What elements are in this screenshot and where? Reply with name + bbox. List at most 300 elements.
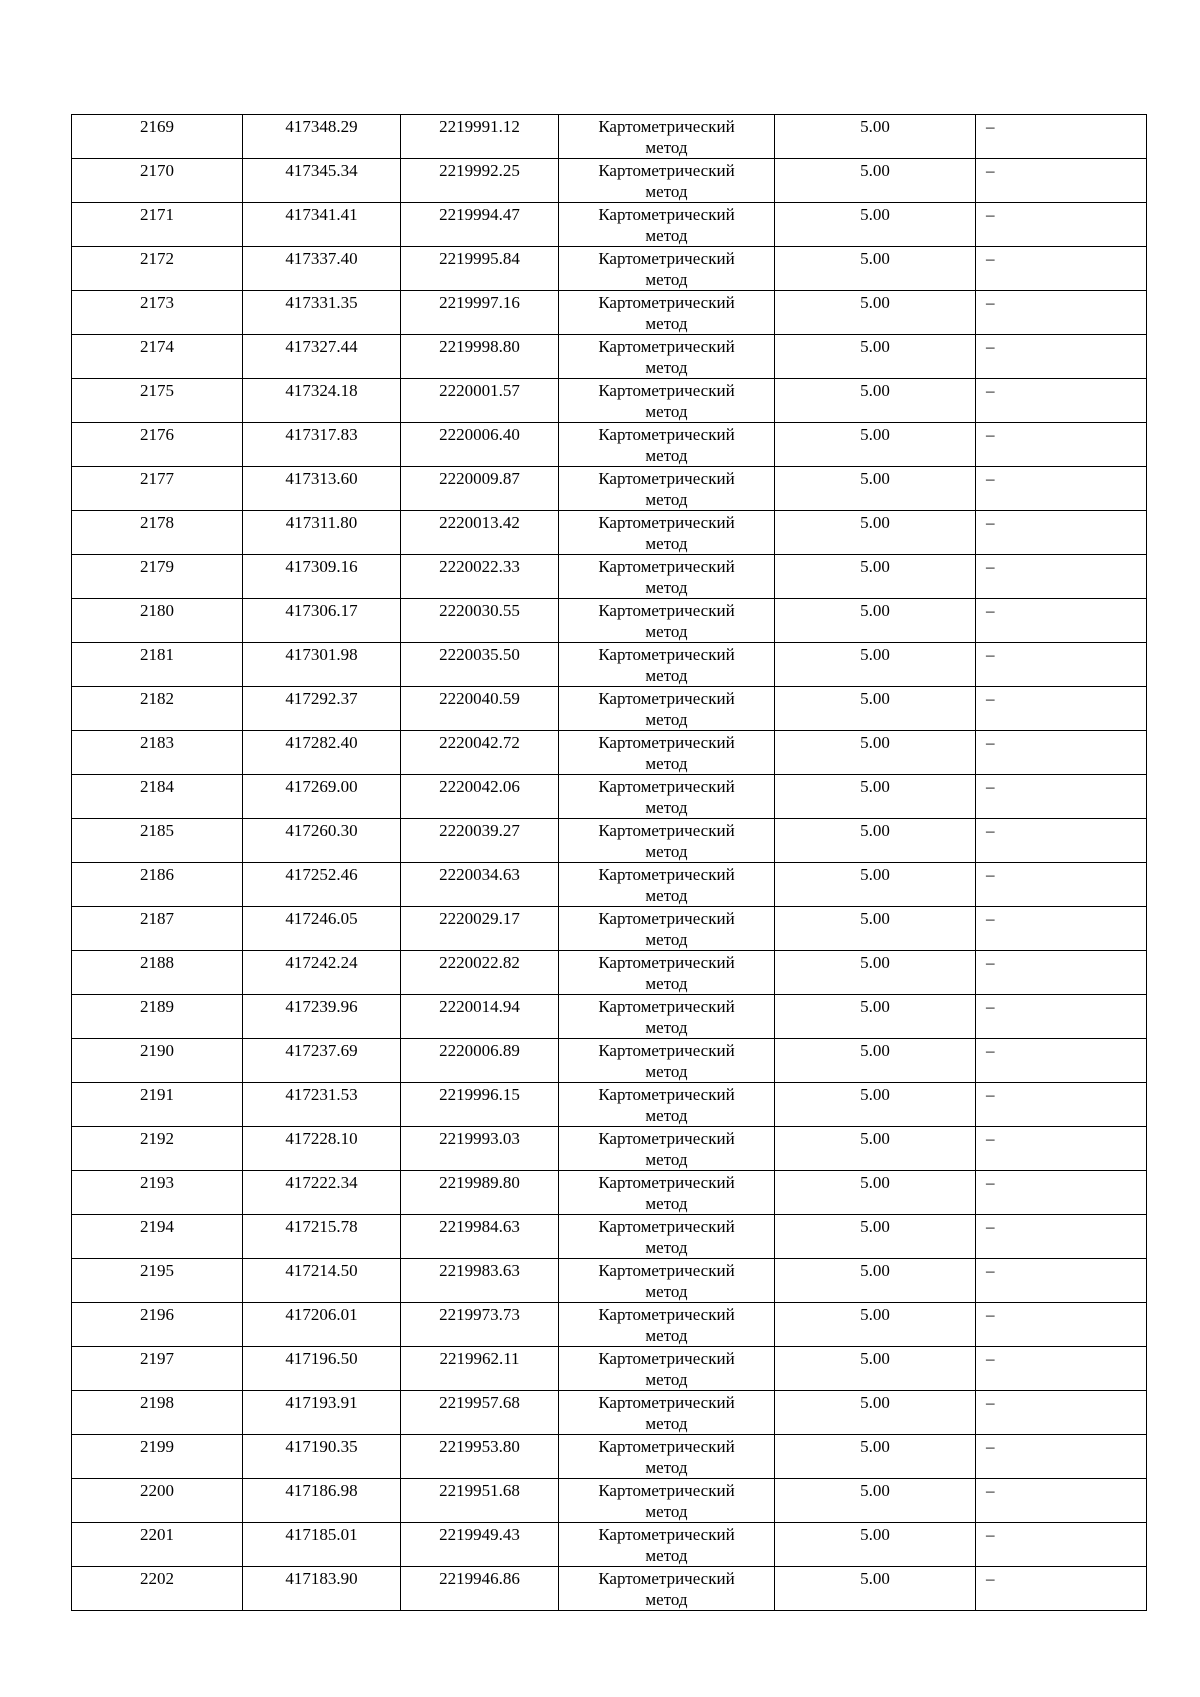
accuracy-cell: 5.00	[775, 1127, 976, 1171]
x-coordinate-cell: 417306.17	[243, 599, 401, 643]
y-coordinate-cell: 2219995.84	[401, 247, 559, 291]
note-cell: –	[976, 1259, 1147, 1303]
y-coordinate-cell: 2219992.25	[401, 159, 559, 203]
method-cell	[559, 1215, 775, 1259]
table-row	[72, 1435, 1147, 1479]
y-coordinate-cell: 2219983.63	[401, 1259, 559, 1303]
note-cell: –	[976, 115, 1147, 159]
accuracy-cell: 5.00	[775, 775, 976, 819]
table-row	[72, 1347, 1147, 1391]
note-cell: –	[976, 467, 1147, 511]
note-cell: –	[976, 511, 1147, 555]
method-cell	[559, 643, 775, 687]
note-cell: –	[976, 1391, 1147, 1435]
accuracy-cell: 5.00	[775, 731, 976, 775]
x-coordinate-cell: 417341.41	[243, 203, 401, 247]
method-text: Картометрический	[598, 1129, 735, 1148]
method-cell	[559, 599, 775, 643]
x-coordinate-cell: 417186.98	[243, 1479, 401, 1523]
method-text-continued: метод	[645, 1062, 688, 1081]
accuracy-cell: 5.00	[775, 643, 976, 687]
table-row	[72, 819, 1147, 863]
y-coordinate-cell: 2219989.80	[401, 1171, 559, 1215]
note-cell: –	[976, 775, 1147, 819]
x-coordinate-cell: 417193.91	[243, 1391, 401, 1435]
method-cell	[559, 159, 775, 203]
x-coordinate-cell: 417311.80	[243, 511, 401, 555]
y-coordinate-cell: 2219991.12	[401, 115, 559, 159]
x-coordinate-cell: 417222.34	[243, 1171, 401, 1215]
point-number-cell: 2174	[72, 335, 243, 379]
method-text-continued: метод	[645, 1590, 688, 1609]
method-cell	[559, 995, 775, 1039]
note-cell: –	[976, 1171, 1147, 1215]
method-text-continued: метод	[645, 534, 688, 553]
y-coordinate-cell: 2220022.82	[401, 951, 559, 995]
point-number-cell: 2200	[72, 1479, 243, 1523]
table-row	[72, 863, 1147, 907]
method-text: Картометрический	[598, 469, 735, 488]
method-cell	[559, 1171, 775, 1215]
note-cell: –	[976, 1435, 1147, 1479]
accuracy-cell: 5.00	[775, 1391, 976, 1435]
note-cell: –	[976, 379, 1147, 423]
note-cell: –	[976, 819, 1147, 863]
method-text: Картометрический	[598, 645, 735, 664]
method-cell	[559, 775, 775, 819]
x-coordinate-cell: 417331.35	[243, 291, 401, 335]
method-cell	[559, 1127, 775, 1171]
table-row	[72, 1259, 1147, 1303]
method-text-continued: метод	[645, 1018, 688, 1037]
point-number-cell: 2189	[72, 995, 243, 1039]
method-text-continued: метод	[645, 1326, 688, 1345]
table-row	[72, 1127, 1147, 1171]
method-cell	[559, 1039, 775, 1083]
method-cell	[559, 1347, 775, 1391]
accuracy-cell: 5.00	[775, 599, 976, 643]
point-number-cell: 2181	[72, 643, 243, 687]
point-number-cell: 2169	[72, 115, 243, 159]
y-coordinate-cell: 2219998.80	[401, 335, 559, 379]
accuracy-cell: 5.00	[775, 1347, 976, 1391]
table-row	[72, 379, 1147, 423]
method-cell	[559, 379, 775, 423]
method-text: Картометрический	[598, 953, 735, 972]
accuracy-cell: 5.00	[775, 1171, 976, 1215]
method-text-continued: метод	[645, 402, 688, 421]
method-cell	[559, 951, 775, 995]
note-cell: –	[976, 1523, 1147, 1567]
note-cell: –	[976, 555, 1147, 599]
method-text-continued: метод	[645, 1458, 688, 1477]
method-cell	[559, 1435, 775, 1479]
y-coordinate-cell: 2220001.57	[401, 379, 559, 423]
x-coordinate-cell: 417301.98	[243, 643, 401, 687]
accuracy-cell: 5.00	[775, 159, 976, 203]
method-cell	[559, 115, 775, 159]
method-text: Картометрический	[598, 909, 735, 928]
method-text-continued: метод	[645, 446, 688, 465]
point-number-cell: 2194	[72, 1215, 243, 1259]
point-number-cell: 2180	[72, 599, 243, 643]
table-row	[72, 687, 1147, 731]
method-text: Картометрический	[598, 777, 735, 796]
note-cell: –	[976, 1347, 1147, 1391]
method-text-continued: метод	[645, 798, 688, 817]
note-cell: –	[976, 1215, 1147, 1259]
method-text: Картометрический	[598, 601, 735, 620]
method-text-continued: метод	[645, 1194, 688, 1213]
table-row	[72, 1083, 1147, 1127]
note-cell: –	[976, 907, 1147, 951]
point-number-cell: 2199	[72, 1435, 243, 1479]
table-row	[72, 775, 1147, 819]
note-cell: –	[976, 951, 1147, 995]
x-coordinate-cell: 417337.40	[243, 247, 401, 291]
method-cell	[559, 731, 775, 775]
y-coordinate-cell: 2220042.72	[401, 731, 559, 775]
method-text: Картометрический	[598, 1261, 735, 1280]
table-row	[72, 291, 1147, 335]
method-text: Картометрический	[598, 1393, 735, 1412]
accuracy-cell: 5.00	[775, 115, 976, 159]
x-coordinate-cell: 417345.34	[243, 159, 401, 203]
accuracy-cell: 5.00	[775, 1479, 976, 1523]
accuracy-cell: 5.00	[775, 423, 976, 467]
y-coordinate-cell: 2219949.43	[401, 1523, 559, 1567]
point-number-cell: 2170	[72, 159, 243, 203]
x-coordinate-cell: 417190.35	[243, 1435, 401, 1479]
method-text: Картометрический	[598, 1305, 735, 1324]
method-text: Картометрический	[598, 733, 735, 752]
method-text: Картометрический	[598, 425, 735, 444]
note-cell: –	[976, 423, 1147, 467]
accuracy-cell: 5.00	[775, 1523, 976, 1567]
x-coordinate-cell: 417196.50	[243, 1347, 401, 1391]
table-row	[72, 1479, 1147, 1523]
table-row	[72, 1303, 1147, 1347]
table-row	[72, 1523, 1147, 1567]
coordinates-table	[71, 114, 1147, 1611]
method-text-continued: метод	[645, 1546, 688, 1565]
x-coordinate-cell: 417282.40	[243, 731, 401, 775]
point-number-cell: 2188	[72, 951, 243, 995]
method-text-continued: метод	[645, 182, 688, 201]
table-row	[72, 203, 1147, 247]
note-cell: –	[976, 1039, 1147, 1083]
table-row	[72, 731, 1147, 775]
method-cell	[559, 687, 775, 731]
x-coordinate-cell: 417246.05	[243, 907, 401, 951]
x-coordinate-cell: 417214.50	[243, 1259, 401, 1303]
accuracy-cell: 5.00	[775, 1435, 976, 1479]
note-cell: –	[976, 1567, 1147, 1611]
point-number-cell: 2184	[72, 775, 243, 819]
method-cell	[559, 907, 775, 951]
y-coordinate-cell: 2219951.68	[401, 1479, 559, 1523]
method-text-continued: метод	[645, 842, 688, 861]
point-number-cell: 2172	[72, 247, 243, 291]
y-coordinate-cell: 2219994.47	[401, 203, 559, 247]
coordinates-table-body	[72, 115, 1147, 1611]
y-coordinate-cell: 2219993.03	[401, 1127, 559, 1171]
point-number-cell: 2177	[72, 467, 243, 511]
point-number-cell: 2175	[72, 379, 243, 423]
method-text-continued: метод	[645, 490, 688, 509]
x-coordinate-cell: 417228.10	[243, 1127, 401, 1171]
point-number-cell: 2187	[72, 907, 243, 951]
method-text-continued: метод	[645, 974, 688, 993]
note-cell: –	[976, 1479, 1147, 1523]
x-coordinate-cell: 417185.01	[243, 1523, 401, 1567]
accuracy-cell: 5.00	[775, 1083, 976, 1127]
table-row	[72, 599, 1147, 643]
note-cell: –	[976, 599, 1147, 643]
method-text: Картометрический	[598, 513, 735, 532]
accuracy-cell: 5.00	[775, 247, 976, 291]
note-cell: –	[976, 335, 1147, 379]
point-number-cell: 2185	[72, 819, 243, 863]
table-row	[72, 1391, 1147, 1435]
point-number-cell: 2178	[72, 511, 243, 555]
method-text-continued: метод	[645, 314, 688, 333]
method-text-continued: метод	[645, 1238, 688, 1257]
accuracy-cell: 5.00	[775, 335, 976, 379]
x-coordinate-cell: 417324.18	[243, 379, 401, 423]
method-text-continued: метод	[645, 358, 688, 377]
method-text-continued: метод	[645, 1370, 688, 1389]
point-number-cell: 2197	[72, 1347, 243, 1391]
accuracy-cell: 5.00	[775, 555, 976, 599]
method-text: Картометрический	[598, 249, 735, 268]
y-coordinate-cell: 2220029.17	[401, 907, 559, 951]
y-coordinate-cell: 2219984.63	[401, 1215, 559, 1259]
accuracy-cell: 5.00	[775, 951, 976, 995]
table-row	[72, 511, 1147, 555]
point-number-cell: 2179	[72, 555, 243, 599]
point-number-cell: 2195	[72, 1259, 243, 1303]
x-coordinate-cell: 417269.00	[243, 775, 401, 819]
x-coordinate-cell: 417348.29	[243, 115, 401, 159]
x-coordinate-cell: 417231.53	[243, 1083, 401, 1127]
table-row	[72, 115, 1147, 159]
table-row	[72, 907, 1147, 951]
point-number-cell: 2198	[72, 1391, 243, 1435]
point-number-cell: 2201	[72, 1523, 243, 1567]
x-coordinate-cell: 417292.37	[243, 687, 401, 731]
note-cell: –	[976, 1303, 1147, 1347]
note-cell: –	[976, 731, 1147, 775]
method-text-continued: метод	[645, 754, 688, 773]
method-text: Картометрический	[598, 1349, 735, 1368]
table-row	[72, 247, 1147, 291]
x-coordinate-cell: 417313.60	[243, 467, 401, 511]
method-text-continued: метод	[645, 1502, 688, 1521]
method-cell	[559, 555, 775, 599]
method-cell	[559, 1567, 775, 1611]
method-text-continued: метод	[645, 138, 688, 157]
x-coordinate-cell: 417242.24	[243, 951, 401, 995]
method-cell	[559, 423, 775, 467]
method-text: Картометрический	[598, 337, 735, 356]
method-cell	[559, 511, 775, 555]
point-number-cell: 2192	[72, 1127, 243, 1171]
method-cell	[559, 247, 775, 291]
y-coordinate-cell: 2220040.59	[401, 687, 559, 731]
method-text: Картометрический	[598, 1569, 735, 1588]
point-number-cell: 2183	[72, 731, 243, 775]
method-cell	[559, 863, 775, 907]
accuracy-cell: 5.00	[775, 1303, 976, 1347]
method-text: Картометрический	[598, 1085, 735, 1104]
method-text: Картометрический	[598, 1525, 735, 1544]
note-cell: –	[976, 863, 1147, 907]
table-row	[72, 335, 1147, 379]
x-coordinate-cell: 417215.78	[243, 1215, 401, 1259]
x-coordinate-cell: 417206.01	[243, 1303, 401, 1347]
method-text-continued: метод	[645, 930, 688, 949]
x-coordinate-cell: 417260.30	[243, 819, 401, 863]
accuracy-cell: 5.00	[775, 995, 976, 1039]
table-row	[72, 423, 1147, 467]
method-cell	[559, 203, 775, 247]
y-coordinate-cell: 2220013.42	[401, 511, 559, 555]
table-row	[72, 467, 1147, 511]
method-text: Картометрический	[598, 1217, 735, 1236]
accuracy-cell: 5.00	[775, 1259, 976, 1303]
y-coordinate-cell: 2220006.89	[401, 1039, 559, 1083]
method-text-continued: метод	[645, 666, 688, 685]
method-cell	[559, 467, 775, 511]
method-text-continued: метод	[645, 1106, 688, 1125]
y-coordinate-cell: 2220009.87	[401, 467, 559, 511]
point-number-cell: 2193	[72, 1171, 243, 1215]
point-number-cell: 2173	[72, 291, 243, 335]
x-coordinate-cell: 417239.96	[243, 995, 401, 1039]
method-cell	[559, 819, 775, 863]
table-row	[72, 1039, 1147, 1083]
x-coordinate-cell: 417237.69	[243, 1039, 401, 1083]
table-row	[72, 951, 1147, 995]
y-coordinate-cell: 2220042.06	[401, 775, 559, 819]
accuracy-cell: 5.00	[775, 863, 976, 907]
y-coordinate-cell: 2220035.50	[401, 643, 559, 687]
y-coordinate-cell: 2220039.27	[401, 819, 559, 863]
method-text-continued: метод	[645, 710, 688, 729]
accuracy-cell: 5.00	[775, 1567, 976, 1611]
accuracy-cell: 5.00	[775, 379, 976, 423]
note-cell: –	[976, 159, 1147, 203]
table-row	[72, 1215, 1147, 1259]
method-text: Картометрический	[598, 205, 735, 224]
method-text-continued: метод	[645, 886, 688, 905]
note-cell: –	[976, 995, 1147, 1039]
y-coordinate-cell: 2219953.80	[401, 1435, 559, 1479]
method-text-continued: метод	[645, 1150, 688, 1169]
method-text: Картометрический	[598, 1173, 735, 1192]
method-cell	[559, 1391, 775, 1435]
accuracy-cell: 5.00	[775, 1215, 976, 1259]
method-text: Картометрический	[598, 689, 735, 708]
method-text-continued: метод	[645, 1282, 688, 1301]
point-number-cell: 2190	[72, 1039, 243, 1083]
table-row	[72, 995, 1147, 1039]
y-coordinate-cell: 2219962.11	[401, 1347, 559, 1391]
table-row	[72, 1567, 1147, 1611]
x-coordinate-cell: 417317.83	[243, 423, 401, 467]
y-coordinate-cell: 2219973.73	[401, 1303, 559, 1347]
note-cell: –	[976, 291, 1147, 335]
accuracy-cell: 5.00	[775, 819, 976, 863]
point-number-cell: 2202	[72, 1567, 243, 1611]
accuracy-cell: 5.00	[775, 467, 976, 511]
method-cell	[559, 1303, 775, 1347]
point-number-cell: 2191	[72, 1083, 243, 1127]
method-text-continued: метод	[645, 226, 688, 245]
method-cell	[559, 335, 775, 379]
method-text: Картометрический	[598, 1481, 735, 1500]
point-number-cell: 2186	[72, 863, 243, 907]
method-text: Картометрический	[598, 1437, 735, 1456]
method-text-continued: метод	[645, 270, 688, 289]
note-cell: –	[976, 247, 1147, 291]
accuracy-cell: 5.00	[775, 907, 976, 951]
table-row	[72, 555, 1147, 599]
point-number-cell: 2182	[72, 687, 243, 731]
method-text: Картометрический	[598, 381, 735, 400]
table-row	[72, 159, 1147, 203]
accuracy-cell: 5.00	[775, 511, 976, 555]
method-text: Картометрический	[598, 1041, 735, 1060]
y-coordinate-cell: 2220030.55	[401, 599, 559, 643]
method-text: Картометрический	[598, 997, 735, 1016]
note-cell: –	[976, 1083, 1147, 1127]
method-cell	[559, 1479, 775, 1523]
note-cell: –	[976, 203, 1147, 247]
x-coordinate-cell: 417252.46	[243, 863, 401, 907]
x-coordinate-cell: 417327.44	[243, 335, 401, 379]
note-cell: –	[976, 643, 1147, 687]
point-number-cell: 2176	[72, 423, 243, 467]
table-row	[72, 643, 1147, 687]
method-cell	[559, 291, 775, 335]
method-text: Картометрический	[598, 865, 735, 884]
method-text: Картометрический	[598, 161, 735, 180]
point-number-cell: 2196	[72, 1303, 243, 1347]
method-cell	[559, 1523, 775, 1567]
y-coordinate-cell: 2220014.94	[401, 995, 559, 1039]
note-cell: –	[976, 687, 1147, 731]
method-text: Картометрический	[598, 117, 735, 136]
y-coordinate-cell: 2220022.33	[401, 555, 559, 599]
method-text: Картометрический	[598, 821, 735, 840]
method-cell	[559, 1259, 775, 1303]
method-text-continued: метод	[645, 622, 688, 641]
method-text-continued: метод	[645, 578, 688, 597]
y-coordinate-cell: 2219957.68	[401, 1391, 559, 1435]
point-number-cell: 2171	[72, 203, 243, 247]
accuracy-cell: 5.00	[775, 687, 976, 731]
table-row	[72, 1171, 1147, 1215]
method-text-continued: метод	[645, 1414, 688, 1433]
method-cell	[559, 1083, 775, 1127]
y-coordinate-cell: 2219996.15	[401, 1083, 559, 1127]
accuracy-cell: 5.00	[775, 291, 976, 335]
y-coordinate-cell: 2219997.16	[401, 291, 559, 335]
method-text: Картометрический	[598, 293, 735, 312]
y-coordinate-cell: 2220034.63	[401, 863, 559, 907]
